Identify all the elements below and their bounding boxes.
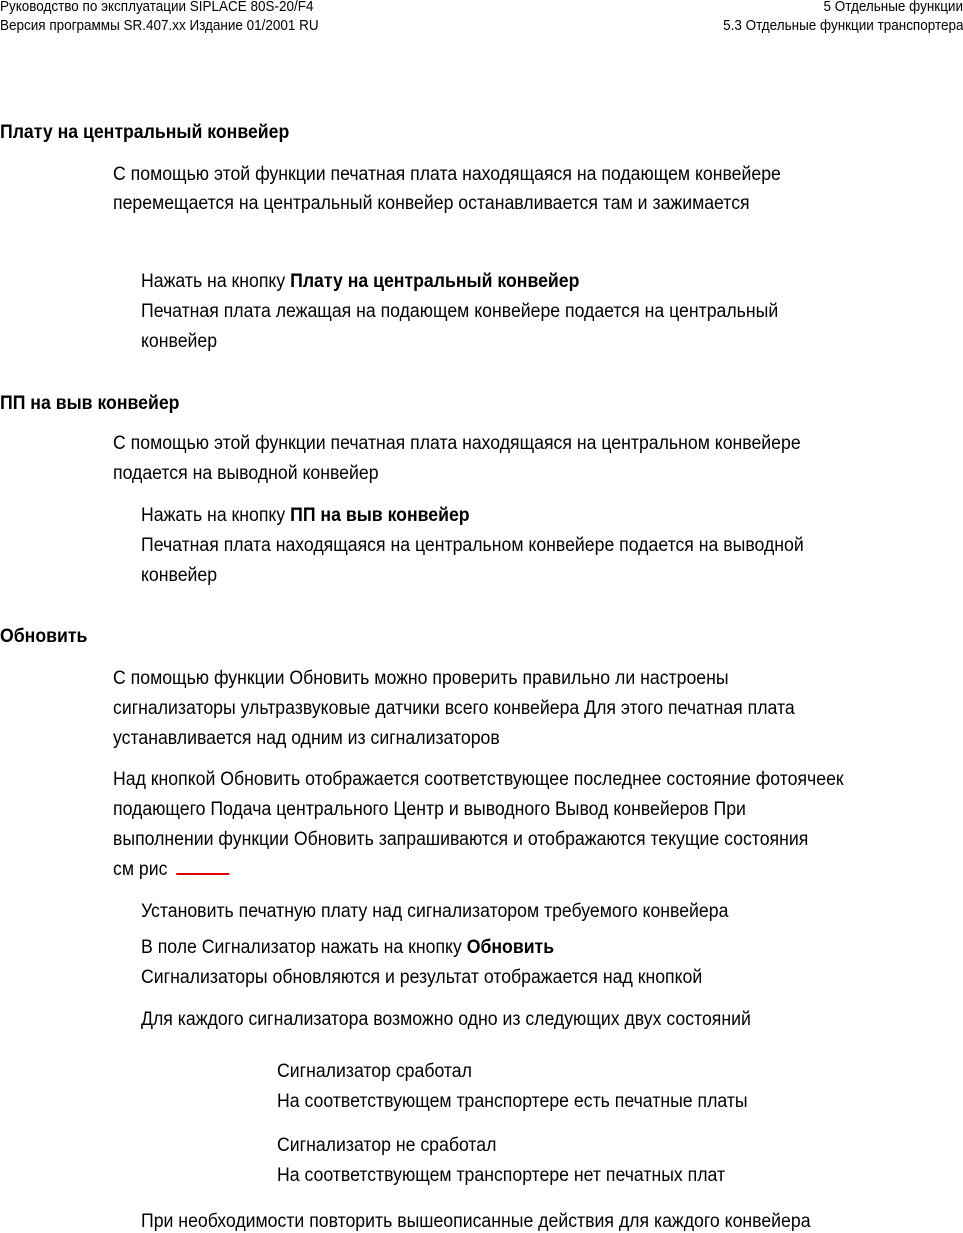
paragraph-line: Для каждого сигнализатора возможно одно из следующих двух состояний [141,1009,751,1030]
section-title: ПП на выв конвейер [0,393,180,414]
paragraph-line: С помощью этой функции печатная плата находящаяся на подающем конвейере [113,164,781,185]
paragraph-line: Над кнопкой Обновить отображается соответствующее последнее состояние фотоячеек [113,769,844,790]
result-line: Печатная плата лежащая на подающем конвейере подается на центральный [141,301,779,322]
step-text: Нажать на кнопку [141,505,291,526]
paragraph-line: устанавливается над одним из сигнализаторов [113,728,500,749]
state-on-title: Сигнализатор сработал [277,1061,472,1082]
step-line [141,271,579,293]
header-manual-title: Руководство по эксплуатации SIPLACE 80S-20/F4 [0,0,314,15]
figure-reference [113,859,229,881]
section-title: Обновить [0,626,88,647]
result-line: конвейер [141,565,218,586]
paragraph-line: подающего Подача центрального Центр и выводного Вывод конвейеров При [113,799,746,820]
paragraph-line: С помощью функции Обновить можно проверить правильно ли настроены [113,668,729,689]
button-name: Плату на центральный конвейер [290,271,580,292]
paragraph-line: перемещается на центральный конвейер останавливается там и зажимается [113,193,750,214]
paragraph-line: подается на выводной конвейер [113,463,379,484]
step-text: Нажать на кнопку [141,271,291,292]
result-line: Сигнализаторы обновляются и результат отображается над кнопкой [141,967,703,988]
result-line: конвейер [141,331,218,352]
paragraph-line: сигнализаторы ультразвуковые датчики всего конвейера Для этого печатная плата [113,698,795,719]
step-line: Установить печатную плату над сигнализатором требуемого конвейера [141,901,729,922]
state-on-desc: На соответствующем транспортере есть печатные платы [277,1091,748,1112]
paragraph-line: С помощью этой функции печатная плата находящаяся на центральном конвейере [113,433,801,454]
header-section: 5.3 Отдельные функции транспортера [722,18,963,34]
header-version: Версия программы SR.407.xx Издание 01/2001 RU [0,18,319,34]
result-line: Печатная плата находящаяся на центральном конвейере подается на выводной [141,535,804,556]
figure-link-placeholder[interactable] [176,859,229,875]
button-name: ПП на выв конвейер [290,505,470,526]
paragraph-line: При необходимости повторить вышеописанные действия для каждого конвейера [141,1211,811,1232]
step-line [141,505,470,527]
step-text: В поле Сигнализатор нажать на кнопку [141,937,467,958]
step-line [141,937,554,959]
figure-reference-text: см рис [113,859,173,880]
section-title: Плату на центральный конвейер [0,122,290,143]
button-name: Обновить [466,937,555,958]
state-off-desc: На соответствующем транспортере нет печатных плат [277,1165,726,1186]
state-off-title: Сигнализатор не сработал [277,1135,497,1156]
header-chapter: 5 Отдельные функции [823,0,963,15]
paragraph-line: выполнении функции Обновить запрашиваются и отображаются текущие состояния [113,829,809,850]
